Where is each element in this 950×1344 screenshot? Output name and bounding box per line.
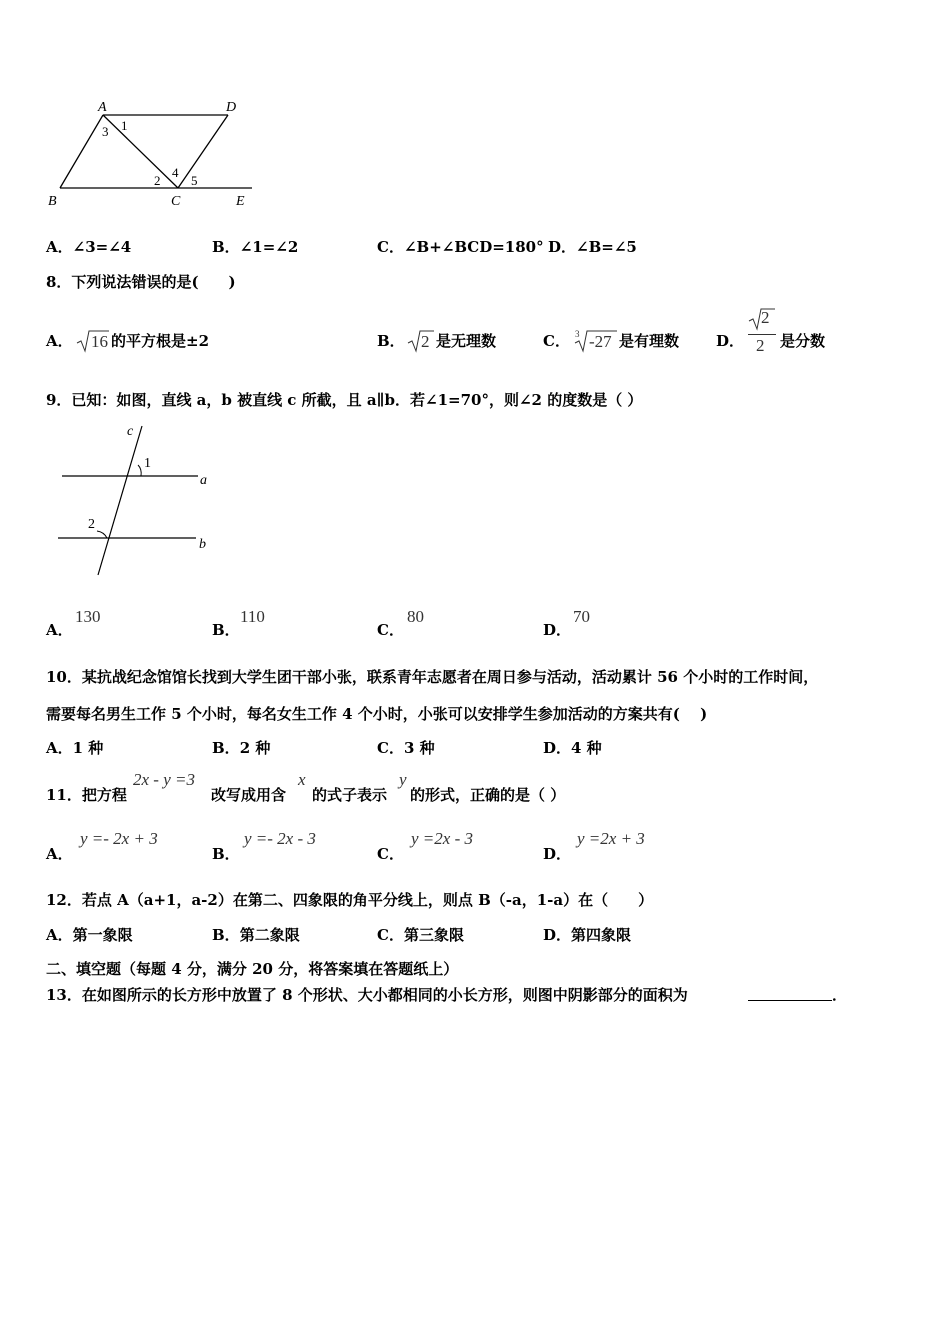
q7-option-d: D．∠B=∠5 — [548, 238, 637, 256]
q8-option-b-letter: B． — [377, 332, 405, 350]
q12-option-b: B．第二象限 — [212, 926, 300, 944]
q8-option-a-text: 的平方根是±2 — [111, 332, 210, 350]
fig9-label-c: c — [127, 424, 134, 439]
fig1-label-D: D — [226, 100, 237, 115]
q10-stem-line1: 10．某抗战纪念馆馆长找到大学生团干部小张，联系青年志愿者在周日参与活动，活动累计 56 个小时的工作时间， — [46, 668, 819, 686]
q8-option-c-index: 3 — [575, 329, 580, 339]
fig1-angle-5: 5 — [191, 173, 198, 188]
q11-option-c-expr: y =2x - 3 — [411, 829, 473, 848]
q8-option-c-text: 是有理数 — [619, 332, 680, 350]
q7-option-b: B．∠1=∠2 — [212, 238, 299, 256]
q11-option-b-letter: B． — [212, 845, 240, 863]
q8-option-b-radicand: 2 — [421, 332, 430, 351]
fig1-angle-1: 1 — [121, 118, 128, 133]
q10-option-d: D．4 种 — [543, 739, 602, 757]
q8-option-c-radicand: -27 — [589, 332, 612, 351]
q8-option-d-numerator: 2 — [761, 308, 770, 327]
q10-option-a: A．1 种 — [46, 739, 104, 757]
q11-option-c-letter: C． — [377, 845, 404, 863]
q9-option-b-value: 110 — [240, 607, 265, 626]
fraction-bar — [748, 334, 776, 335]
q11-equation: 2x - y =3 — [133, 770, 195, 789]
q12-option-d: D．第四象限 — [543, 926, 632, 944]
q9-option-d-value: 70 — [573, 607, 590, 626]
q10-stem-line2: 需要每名男生工作 5 个小时，每名女生工作 4 个小时，小张可以安排学生参加活动的方案共有( ) — [46, 705, 708, 723]
fig1-label-B: B — [48, 194, 57, 209]
q13-stem: 13．在如图所示的长方形中放置了 8 个形状、大小都相同的小长方形，则图中阴影部分的面积为 — [46, 986, 688, 1004]
q8-option-c-letter: C． — [543, 332, 570, 350]
fig1-angle-3: 3 — [102, 124, 109, 139]
q11-option-b-expr: y =- 2x - 3 — [244, 829, 316, 848]
q8-option-a-letter: A． — [46, 332, 73, 350]
fig9-angle-2: 2 — [88, 517, 95, 532]
q9-stem: 9．已知：如图，直线 a，b 被直线 c 所截，且 a∥b．若∠1=70°，则∠2 的度数是（ ） — [46, 391, 643, 409]
q12-stem: 12．若点 A（a+1，a-2）在第二、四象限的角平分线上，则点 B（-a，1-a）在（ ） — [46, 891, 654, 909]
q7-option-c: C．∠B+∠BCD=180° — [377, 238, 544, 256]
fig1-label-E: E — [236, 194, 245, 209]
figure-parallelogram — [40, 95, 260, 215]
q9-option-c-letter: C． — [377, 621, 404, 639]
q11-var-x: x — [298, 770, 306, 789]
q9-option-d-letter: D． — [543, 621, 572, 639]
fig9-label-b: b — [199, 537, 206, 552]
q11-mid1: 改写成用含 — [211, 786, 287, 804]
section-heading: 二、填空题（每题 4 分，满分 20 分，将答案填在答题纸上） — [46, 960, 459, 978]
q8-option-d-text: 是分数 — [780, 332, 826, 350]
figure-parallel-lines — [50, 420, 220, 585]
q8-option-b-text: 是无理数 — [436, 332, 497, 350]
answer-blank — [748, 1000, 832, 1001]
q9-option-b-letter: B． — [212, 621, 240, 639]
q11-option-d-letter: D． — [543, 845, 572, 863]
q10-option-b: B．2 种 — [212, 739, 271, 757]
q11-option-d-expr: y =2x + 3 — [577, 829, 645, 848]
q11-option-a-expr: y =- 2x + 3 — [80, 829, 158, 848]
fig1-angle-2: 2 — [154, 173, 161, 188]
fig1-angle-4: 4 — [172, 165, 179, 180]
fig9-angle-1: 1 — [144, 456, 151, 471]
q11-var-y: y — [399, 770, 407, 789]
q10-option-c: C．3 种 — [377, 739, 435, 757]
fig1-label-C: C — [171, 194, 181, 209]
q11-option-a-letter: A． — [46, 845, 73, 863]
q12-option-c: C．第三象限 — [377, 926, 464, 944]
q8-option-d-denominator: 2 — [756, 336, 765, 355]
q7-option-a: A．∠3=∠4 — [46, 238, 132, 256]
q12-option-a: A．第一象限 — [46, 926, 133, 944]
q13-end: ． — [832, 986, 848, 1004]
q11-prefix: 11．把方程 — [46, 786, 127, 804]
fig9-label-a: a — [200, 473, 207, 488]
q11-suffix: 的形式，正确的是（ ） — [410, 786, 566, 804]
q8-stem: 8．下列说法错误的是( ) — [46, 273, 236, 291]
q9-option-a-letter: A． — [46, 621, 73, 639]
q11-mid2: 的式子表示 — [312, 786, 388, 804]
q9-option-a-value: 130 — [75, 607, 101, 626]
q9-option-c-value: 80 — [407, 607, 424, 626]
fig1-label-A: A — [98, 100, 107, 115]
q8-option-a-radicand: 16 — [91, 332, 108, 351]
q8-option-d-letter: D． — [716, 332, 745, 350]
